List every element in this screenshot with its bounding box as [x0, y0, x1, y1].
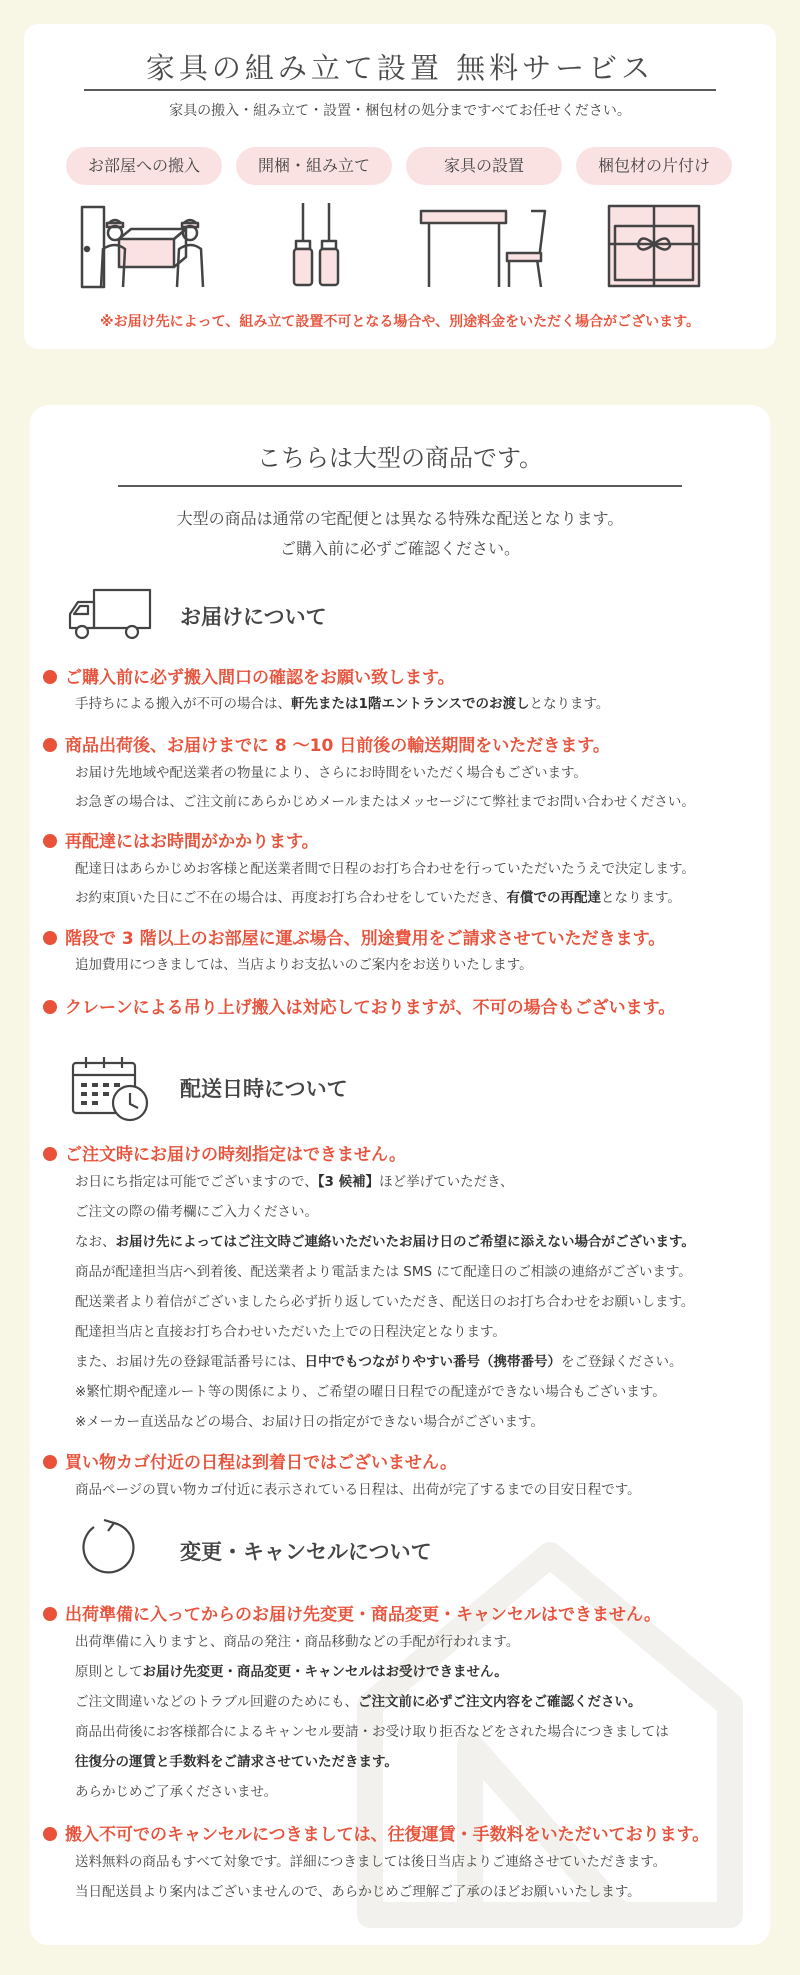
delivery-item-2-title: 商品出荷後、お届けまでに 8 〜10 日前後の輸送期間をいただきます。 — [43, 731, 610, 756]
delivery-item-4-title: 階段で 3 階以上のお部屋に運ぶ場合、別途費用をご請求させていただきます。 — [43, 924, 665, 949]
schedule-item-1-line-3: なお、お届け先によってはご注文時ご連絡いただいたお届け日のご希望に添えない場合がございます。 — [75, 1234, 695, 1250]
cancel-item-1-line-6: あらかじめご了承くださいませ。 — [75, 1784, 278, 1800]
step-label-placement: 家具の設置 — [406, 147, 562, 185]
step-label-carry-in: お部屋への搬入 — [66, 147, 222, 185]
cancel-item-1-line-4: 商品出荷後にお客様都合によるキャンセル要請・お受け取り拒否などをされた場合につきましては — [75, 1724, 669, 1740]
bullet-icon — [43, 1455, 57, 1469]
delivery-item-2-line-2: お急ぎの場合は、ご注文前にあらかじめメールまたはメッセージにて弊社までお問い合わせください。 — [75, 794, 695, 810]
bullet-icon — [43, 738, 57, 752]
bullet-icon — [43, 1607, 57, 1621]
cancel-item-2-line-1: 送料無料の商品もすべて対象です。詳細につきましては後日当店よりご連絡させていただきます。 — [75, 1854, 667, 1870]
schedule-item-1-line-7: また、お届け先の登録電話番号には、日中でもつながりやすい番号（携帯番号）をご登録ください。 — [75, 1354, 683, 1370]
schedule-heading: 配送日時について — [180, 1077, 348, 1101]
cancel-item-1-line-2: 原則としてお届け先変更・商品変更・キャンセルはお受けできません。 — [75, 1664, 508, 1680]
cancel-item-1-line-5: 往復分の運賃と手数料をご請求させていただきます。 — [75, 1754, 398, 1770]
service-note: ※お届け先によって、組み立て設置不可となる場合や、別途料金をいただく場合がございます。 — [100, 314, 700, 330]
schedule-item-1-line-2: ご注文の際の備考欄にご入力ください。 — [75, 1204, 318, 1220]
schedule-item-2-title: 買い物カゴ付近の日程は到着日ではございません。 — [43, 1448, 457, 1473]
large-item-intro — [30, 504, 770, 564]
schedule-item-1-line-1: お日にち指定は可能でございますので、【3 候補】ほど挙げていただき、 — [75, 1174, 514, 1190]
cancel-item-1-line-3: ご注文間違いなどのトラブル回避のためにも、ご注文前に必ずご注文内容をご確認ください。 — [75, 1694, 642, 1710]
schedule-item-1-title: ご注文時にお届けの時刻指定はできません。 — [43, 1140, 406, 1165]
cancel-heading: 変更・キャンセルについて — [180, 1540, 432, 1564]
delivery-workers-icon — [79, 201, 209, 291]
bullet-icon — [43, 670, 57, 684]
delivery-item-3-title: 再配達にはお時間がかかります。 — [43, 827, 319, 852]
schedule-item-1-line-8: ※繁忙期や配達ルート等の関係により、ご希望の曜日日程での配達ができない場合もございます。 — [75, 1384, 666, 1400]
delivery-item-2-line-1: お届け先地域や配送業者の物量により、さらにお時間をいただく場合もございます。 — [75, 765, 587, 781]
service-title: 家具の組み立て設置 無料サービス — [145, 51, 655, 85]
bullet-icon — [43, 1827, 57, 1841]
bullet-icon — [43, 1147, 57, 1161]
screwdriver-icon — [286, 201, 346, 291]
bullet-icon — [43, 1000, 57, 1014]
schedule-item-1-line-6: 配達担当店と直接お打ち合わせいただいた上での日程決定となります。 — [75, 1324, 506, 1340]
bullet-icon — [43, 931, 57, 945]
refresh-icon — [80, 1519, 136, 1575]
intro-line-1: 大型の商品は通常の宅配便とは異なる特殊な配送となります。 — [176, 509, 624, 528]
intro-line-2: ご購入前に必ずご確認ください。 — [279, 539, 520, 558]
delivery-item-3-line-1: 配達日はあらかじめお客様と配送業者間で日程のお打ち合わせを行っていただいたうえで決定します。 — [75, 861, 695, 877]
package-icon — [607, 204, 702, 289]
schedule-item-2-line-1: 商品ページの買い物カゴ付近に表示されている日程は、出荷が完了するまでの目安日程です。 — [75, 1482, 641, 1498]
title-divider — [84, 89, 716, 91]
cancel-item-2-title: 搬入不可でのキャンセルにつきましては、往復運賃・手数料をいただいております。 — [43, 1820, 709, 1845]
truck-icon — [66, 588, 154, 642]
service-subtitle: 家具の搬入・組み立て・設置・梱包材の処分まですべてお任せください。 — [169, 103, 631, 119]
large-item-card — [30, 405, 770, 1945]
calendar-clock-icon — [70, 1055, 154, 1123]
large-item-divider — [118, 485, 682, 487]
cancel-item-1-title: 出荷準備に入ってからのお届け先変更・商品変更・キャンセルはできません。 — [43, 1600, 661, 1625]
cancel-item-1-line-1: 出荷準備に入りますと、商品の発注・商品移動などの手配が行われます。 — [75, 1634, 520, 1650]
cancel-item-2-line-2: 当日配送員より案内はございませんので、あらかじめご理解ご了承のほどお願いいたします。 — [75, 1884, 641, 1900]
large-item-title: こちらは大型の商品です。 — [256, 444, 544, 472]
table-chair-icon — [419, 209, 549, 289]
bullet-icon — [43, 834, 57, 848]
step-label-assembly: 開梱・組み立て — [236, 147, 392, 185]
delivery-item-1-title: ご購入前に必ず搬入間口の確認をお願い致します。 — [43, 663, 455, 688]
schedule-item-1-line-5: 配送業者より着信がございましたら必ず折り返していただき、配送日のお打ち合わせをお願いします。 — [75, 1294, 695, 1310]
delivery-item-3-line-2: お約束頂いた日にご不在の場合は、再度お打ち合わせをしていただき、有償での再配達となります。 — [75, 890, 681, 906]
schedule-item-1-line-4: 商品が配達担当店へ到着後、配送業者より電話または SMS にて配達日のご相談の連絡がございます。 — [75, 1264, 692, 1280]
step-label-cleanup: 梱包材の片付け — [576, 147, 732, 185]
delivery-heading: お届けについて — [180, 605, 327, 629]
service-card — [24, 24, 776, 349]
delivery-item-5-title: クレーンによる吊り上げ搬入は対応しておりますが、不可の場合もございます。 — [43, 993, 675, 1018]
delivery-item-1-line-1: 手持ちによる搬入が不可の場合は、軒先または1階エントランスでのお渡しとなります。 — [75, 696, 610, 712]
delivery-item-4-line-1: 追加費用につきましては、当店よりお支払いのご案内をお送りいたします。 — [75, 957, 533, 973]
schedule-item-1-line-9: ※メーカー直送品などの場合、お届け日の指定ができない場合がございます。 — [75, 1414, 544, 1430]
